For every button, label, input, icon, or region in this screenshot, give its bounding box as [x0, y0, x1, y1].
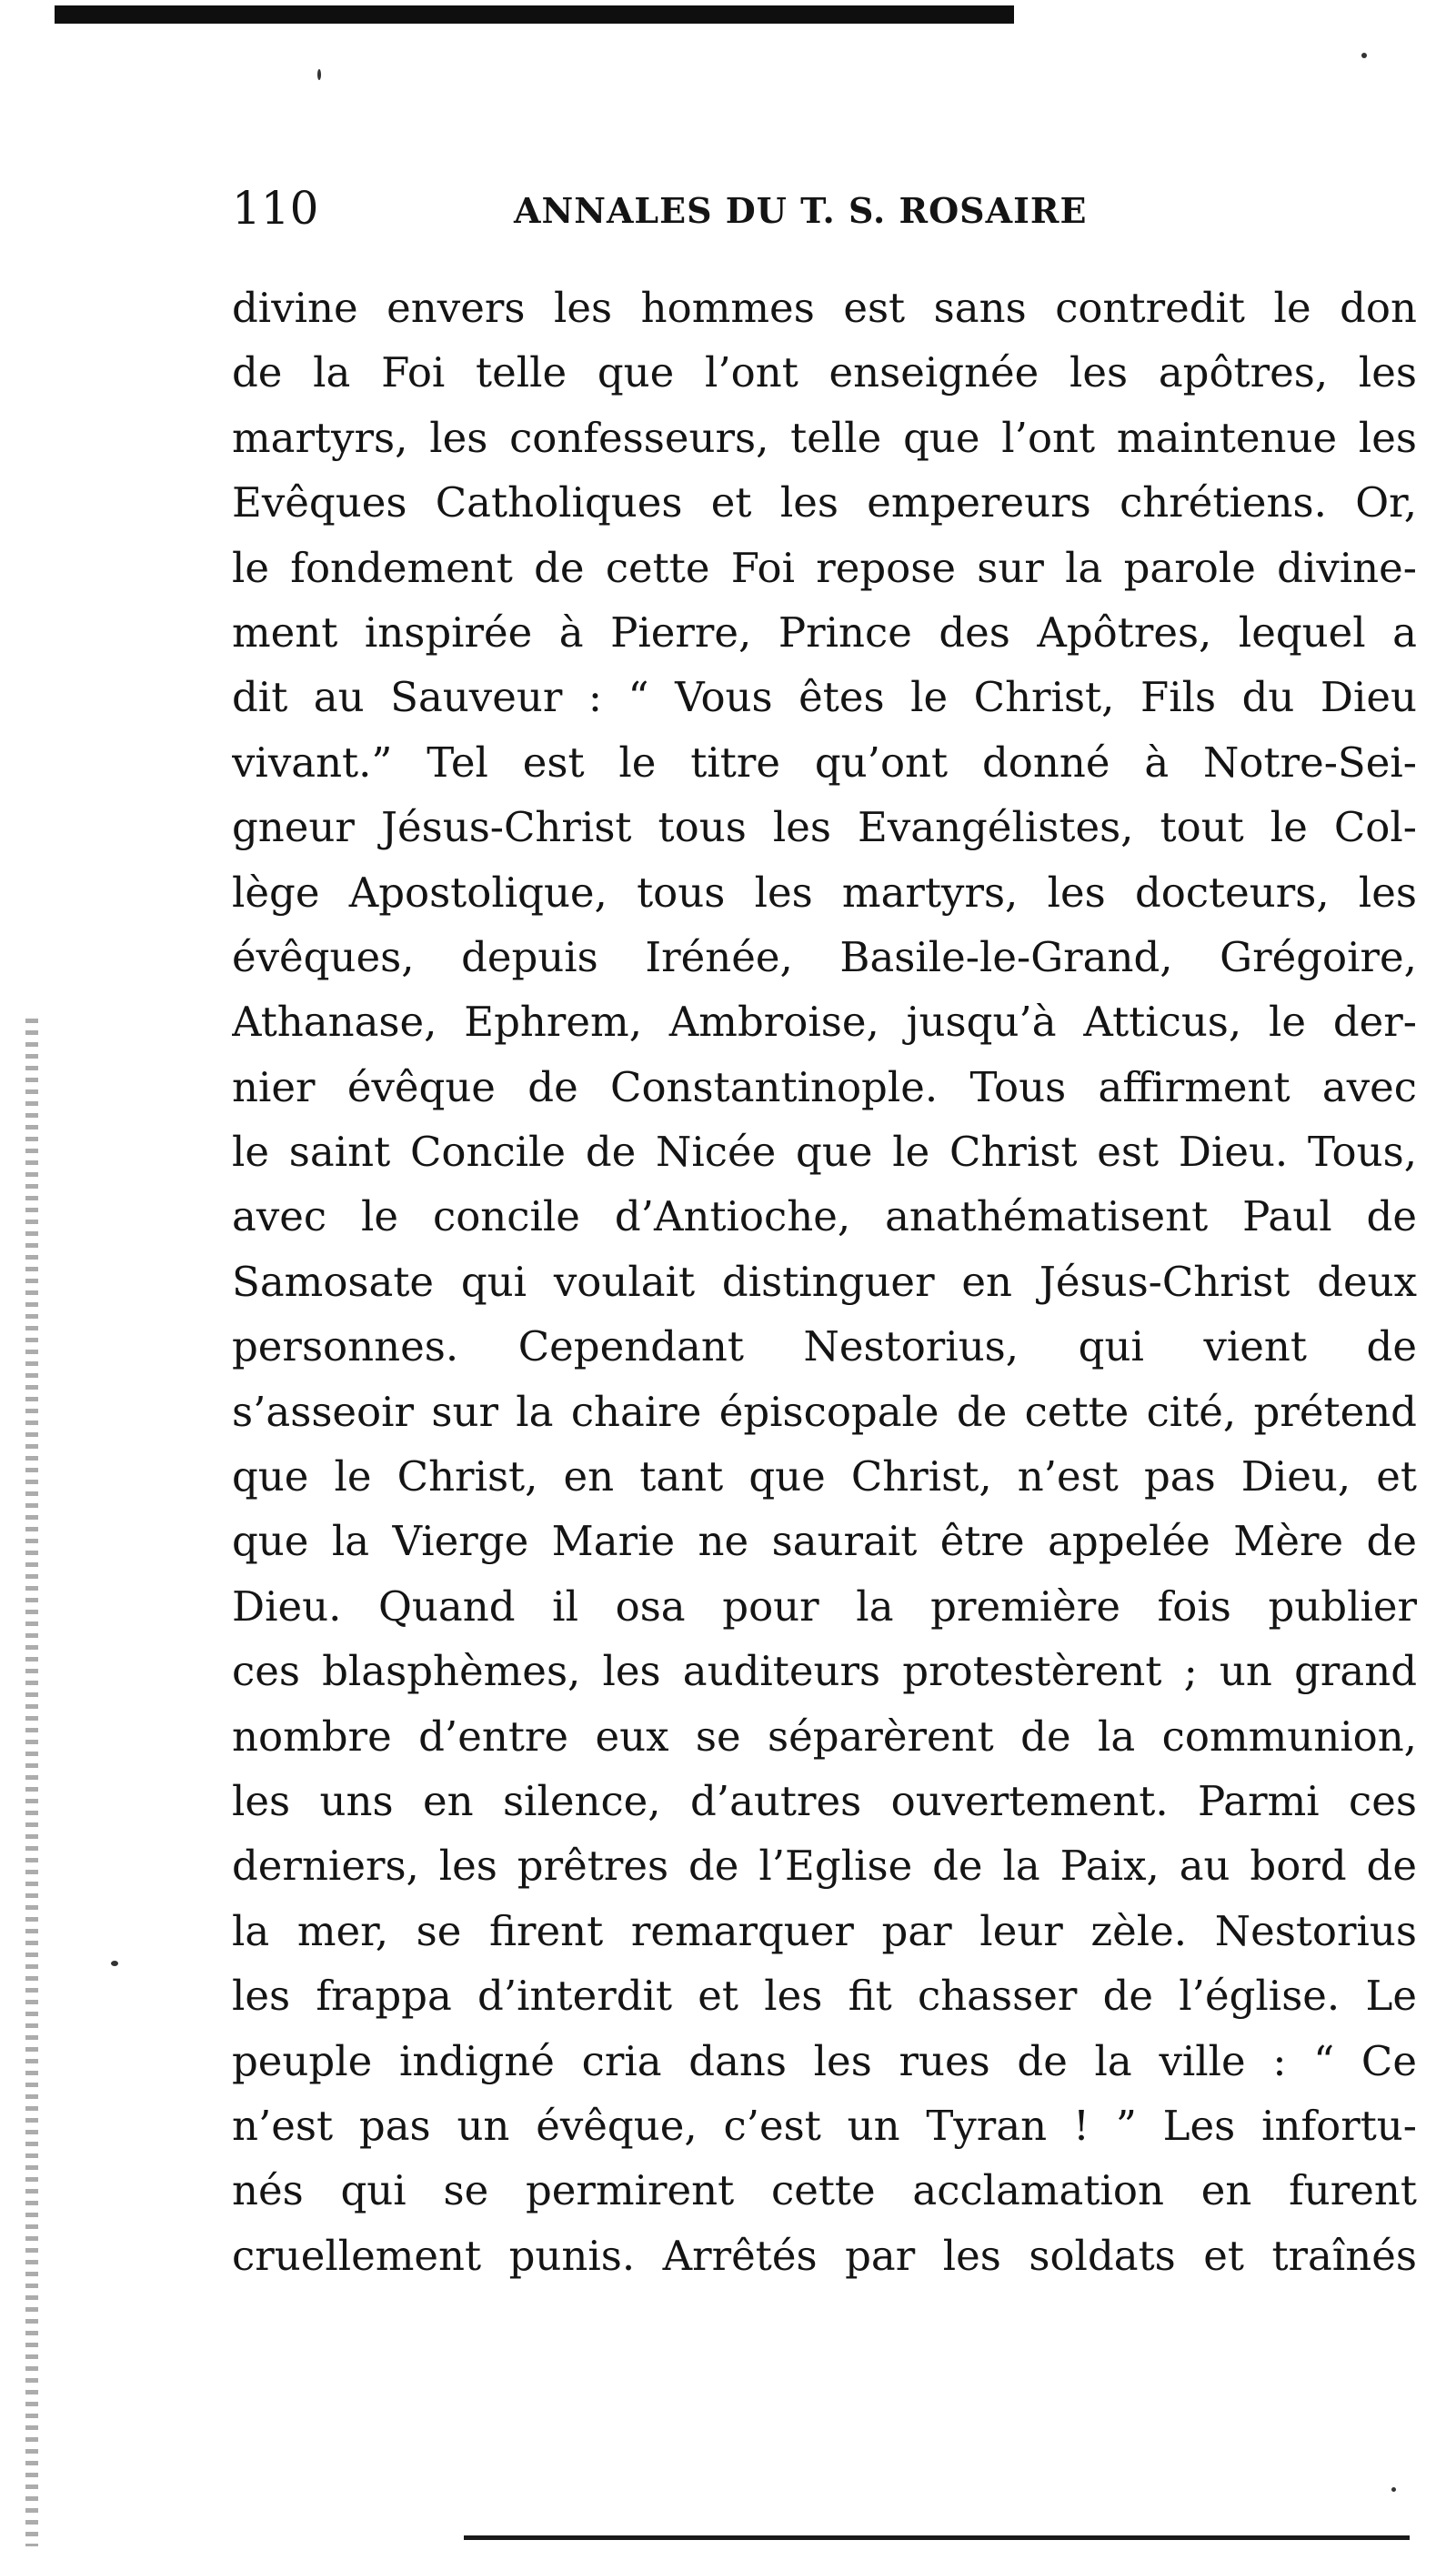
text-line: de la Foi telle que l’ont enseignée les apôtres, les [232, 348, 1417, 397]
text-line: avec le concile d’Antioche, anathématisent Paul de [232, 1192, 1417, 1241]
text-line: n’est pas un évêque, c’est un Tyran ! ” Les infortu- [232, 2101, 1417, 2150]
text-line: évêques, depuis Irénée, Basile-le-Grand, Grégoire, [232, 932, 1417, 981]
text-line: que le Christ, en tant que Christ, n’est pas Dieu, et [232, 1452, 1417, 1501]
top-rule [55, 5, 1014, 24]
ink-speck [111, 1961, 118, 1966]
running-title: ANNALES DU T. S. ROSAIRE [514, 190, 1088, 231]
text-line: Samosate qui voulait distinguer en Jésus-Christ deux [232, 1257, 1417, 1306]
text-line: les uns en silence, d’autres ouvertement. Parmi ces [232, 1776, 1417, 1825]
text-line: Dieu. Quand il osa pour la première fois publier [232, 1581, 1417, 1631]
text-line: ment inspirée à Pierre, Prince des Apôtres, lequel a [232, 607, 1417, 657]
text-line: gneur Jésus-Christ tous les Evangélistes, tout le Col- [232, 803, 1417, 852]
text-line: que la Vierge Marie ne saurait être appelée Mère de [232, 1517, 1417, 1566]
text-line: nés qui se permirent cette acclamation en furent [232, 2166, 1417, 2215]
text-line: lège Apostolique, tous les martyrs, les docteurs, les [232, 868, 1417, 917]
running-head [232, 180, 1432, 236]
text-line: peuple indigné cria dans les rues de la ville : “ Ce [232, 2036, 1417, 2085]
page-number: 110 [232, 182, 319, 235]
text-line: le fondement de cette Foi repose sur la parole divine- [232, 543, 1417, 592]
ink-speck [1361, 53, 1367, 58]
text-line: derniers, les prêtres de l’Eglise de la Paix, au bord de [232, 1842, 1417, 1891]
text-line: divine envers les hommes est sans contredit le don [232, 284, 1417, 332]
text-line: les frappa d’interdit et les fit chasser de l’église. Le [232, 1972, 1417, 2021]
text-line: dit au Sauveur : “ Vous êtes le Christ, Fils du Dieu [232, 673, 1417, 722]
text-line: cruellement punis. Arrêtés par les soldats et traînés [232, 2231, 1417, 2280]
bottom-rule [464, 2535, 1410, 2540]
text-line: vivant.” Tel est le titre qu’ont donné à Notre-Sei- [232, 738, 1417, 787]
text-line: nombre d’entre eux se séparèrent de la communion, [232, 1712, 1417, 1761]
text-line: le saint Concile de Nicée que le Christ est Dieu. Tous, [232, 1128, 1417, 1177]
text-line: nier évêque de Constantinople. Tous affirment avec [232, 1062, 1417, 1111]
text-line: Evêques Catholiques et les empereurs chrétiens. Or, [232, 478, 1417, 527]
text-line: Athanase, Ephrem, Ambroise, jusqu’à Atticus, le der- [232, 998, 1417, 1047]
text-line: personnes. Cependant Nestorius, qui vient de [232, 1322, 1417, 1371]
text-line: la mer, se firent remarquer par leur zèle. Nestorius [232, 1906, 1417, 1955]
page-edge-shadow [25, 1019, 38, 2546]
ink-speck [1391, 2487, 1396, 2492]
text-line: martyrs, les confesseurs, telle que l’ont maintenue les [232, 413, 1417, 462]
text-line: ces blasphèmes, les auditeurs protestèrent ; un grand [232, 1647, 1417, 1696]
text-line: s’asseoir sur la chaire épiscopale de cette cité, prétend [232, 1387, 1417, 1436]
body-text [232, 276, 1417, 2288]
ink-speck [317, 69, 321, 80]
